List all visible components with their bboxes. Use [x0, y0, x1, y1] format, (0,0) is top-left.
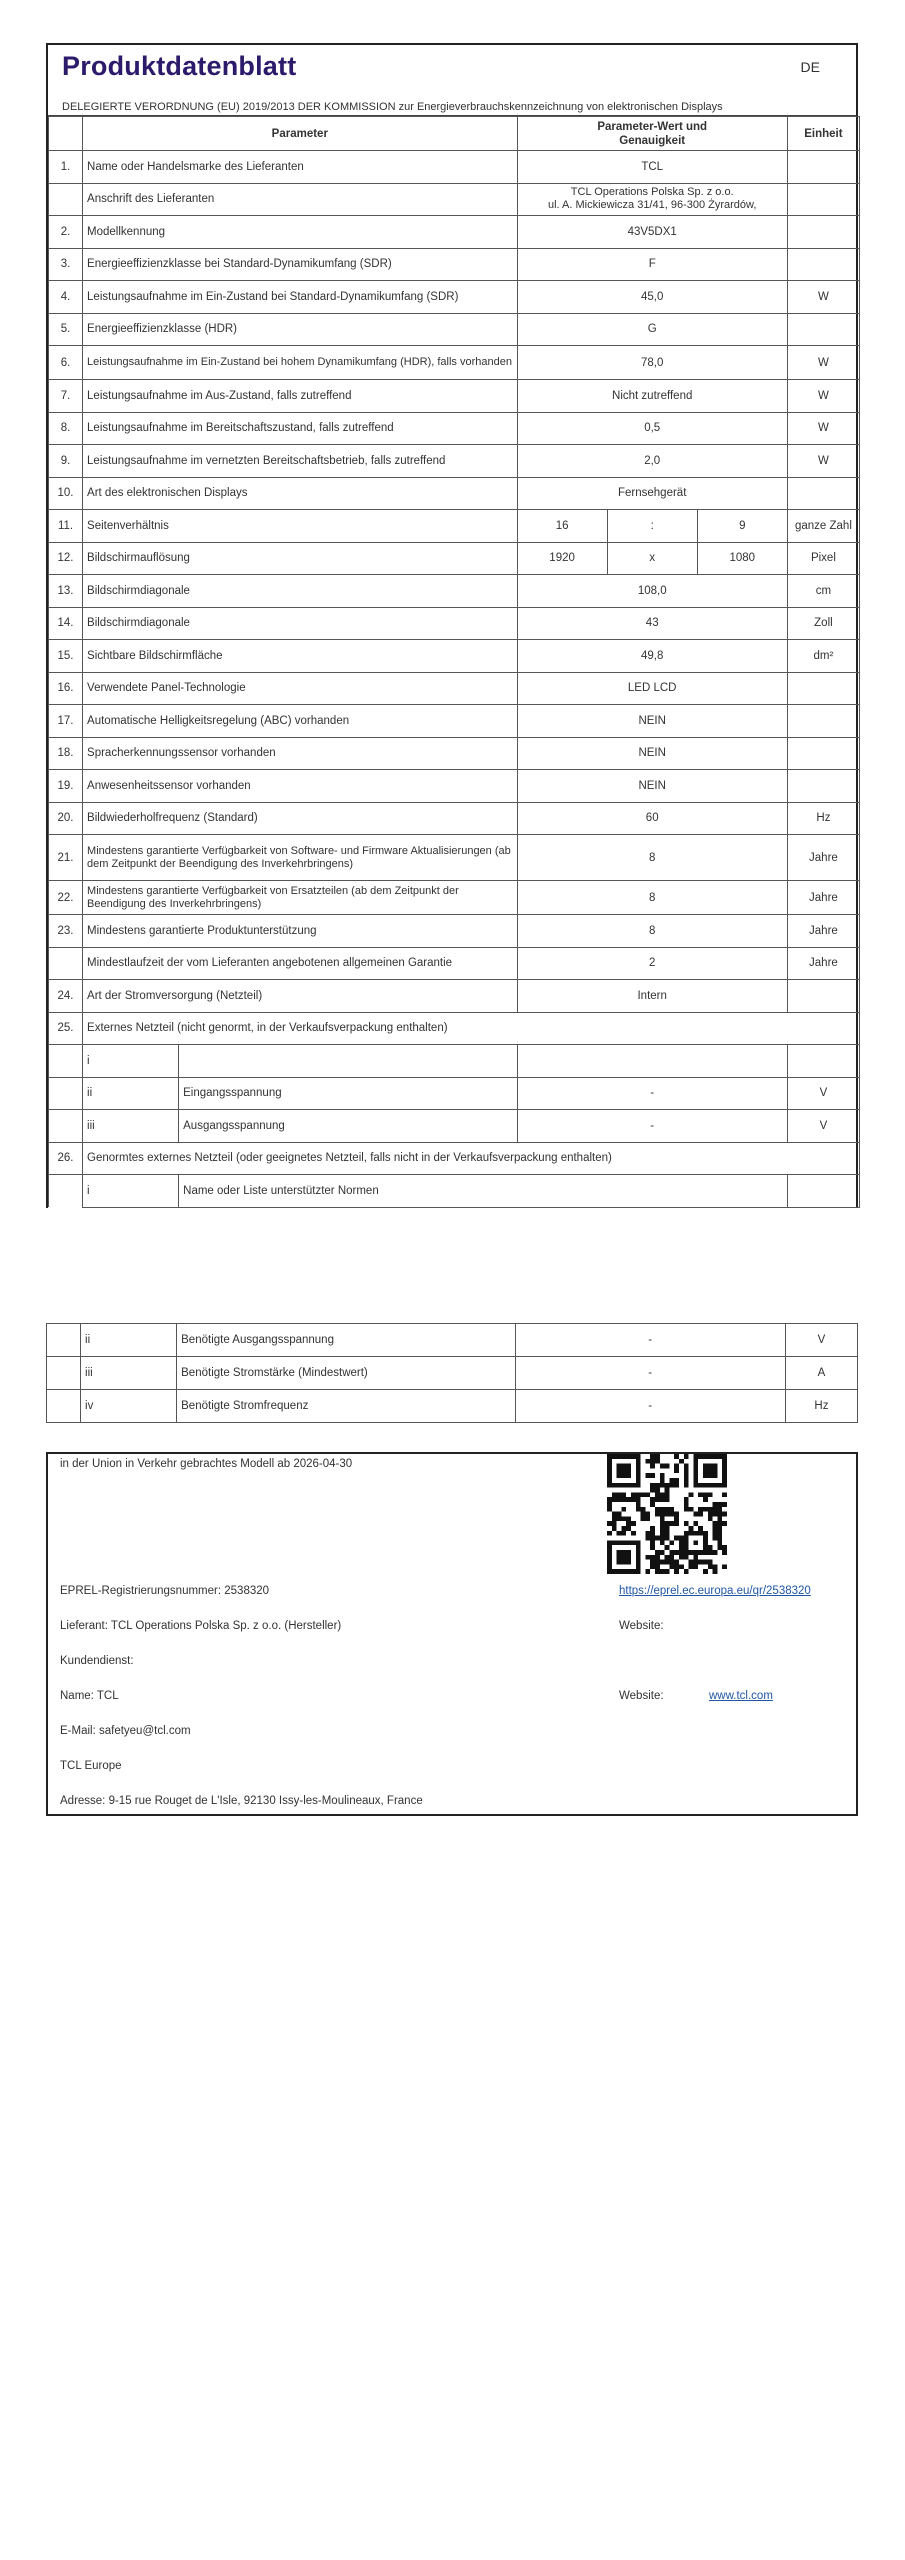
row-value-text: 43 — [645, 617, 659, 630]
row-unit: W — [787, 412, 859, 445]
row-unit: Jahre — [787, 947, 859, 980]
row-label: Mindestlaufzeit der vom Lieferanten angebotenen allgemeinen Garantie — [83, 947, 518, 980]
row-label: Mindestens garantierte Produktunterstützung — [83, 915, 518, 948]
sub-row-index: i — [83, 1045, 179, 1078]
row-value — [517, 980, 787, 1013]
row-number: 5. — [49, 313, 83, 346]
sub-row-value: - — [515, 1390, 785, 1423]
table-row — [49, 281, 860, 314]
row-value — [517, 281, 787, 314]
row-number: 21. — [49, 835, 83, 881]
row-label: Bildschirmdiagonale — [83, 607, 518, 640]
row-number: 3. — [49, 248, 83, 281]
row-unit — [787, 705, 859, 738]
row-value-text: 78,0 — [641, 356, 664, 369]
datasheet-header — [48, 45, 856, 116]
row-unit — [787, 313, 859, 346]
row-value-text: 49,8 — [641, 649, 664, 662]
row-value-text: TCL — [641, 160, 664, 173]
language-code: DE — [800, 59, 820, 75]
row-number: 4. — [49, 281, 83, 314]
row-unit — [787, 737, 859, 770]
sub-row-unit: A — [785, 1357, 857, 1390]
row-number: 9. — [49, 445, 83, 478]
row-value-text: 45,0 — [641, 290, 664, 303]
table-row — [49, 881, 860, 915]
row-number: 18. — [49, 737, 83, 770]
row-number — [49, 947, 83, 980]
eprel-link[interactable]: https://eprel.ec.europa.eu/qr/2538320 — [619, 1585, 811, 1597]
row-number: 10. — [49, 477, 83, 510]
table-row — [49, 380, 860, 413]
table-row — [49, 216, 860, 249]
row-unit — [787, 248, 859, 281]
sub-row-value: - — [517, 1077, 787, 1110]
sub-row — [47, 1357, 858, 1390]
row-unit: cm — [787, 575, 859, 608]
row-value-text: F — [648, 258, 656, 271]
table-row — [49, 835, 860, 881]
row-unit — [787, 980, 859, 1013]
table-row — [49, 915, 860, 948]
eprel-number: EPREL-Registrierungsnummer: 2538320 — [60, 1585, 270, 1597]
email: E-Mail: safetyeu@tcl.com — [60, 1725, 191, 1737]
sub-row-index: iii — [83, 1110, 179, 1143]
row-value-text: Nicht zutreffend — [612, 389, 693, 402]
sub-row-label: Eingangsspannung — [179, 1077, 517, 1110]
table-row — [49, 575, 860, 608]
row-unit — [787, 216, 859, 249]
row-value-text: 2 — [649, 957, 656, 970]
row-value — [517, 248, 787, 281]
column-header-unit: Einheit — [787, 117, 859, 151]
datasheet-frame — [46, 43, 858, 1208]
row-value — [517, 575, 787, 608]
row-value-text: 2,0 — [644, 454, 661, 467]
row-value-text: 8 — [649, 851, 656, 864]
table-row — [49, 947, 860, 980]
row-label: Sichtbare Bildschirmfläche — [83, 640, 518, 673]
row-unit: Zoll — [787, 607, 859, 640]
row-unit: Jahre — [787, 881, 859, 915]
psu2-rows — [47, 1324, 858, 1423]
row-value-text: 0,5 — [644, 422, 661, 435]
sub-row-unit: V — [787, 1110, 859, 1143]
row-unit — [787, 770, 859, 803]
row-unit: W — [787, 380, 859, 413]
row-unit — [787, 151, 859, 184]
row-value — [517, 705, 787, 738]
sub-row-value: - — [515, 1357, 785, 1390]
table-row-psu2-i: i Name oder Liste unterstützter Normen — [49, 1175, 860, 1208]
sub-row-unit: V — [787, 1077, 859, 1110]
sub-row-value: - — [517, 1110, 787, 1143]
row-label: Leistungsaufnahme im vernetzten Bereitschaftsbetrieb, falls zutreffend — [83, 445, 518, 478]
sub-row-label: Ausgangsspannung — [179, 1110, 517, 1143]
row-number: 24. — [49, 980, 83, 1013]
row-label: Name oder Handelsmarke des Lieferanten — [83, 151, 518, 184]
row-value — [517, 607, 787, 640]
row-label: Leistungsaufnahme im Ein-Zustand bei Standard-Dynamikumfang (SDR) — [83, 281, 518, 314]
table-header-row — [49, 117, 860, 151]
table-row — [49, 607, 860, 640]
row-number: 15. — [49, 640, 83, 673]
row-label: Leistungsaufnahme im Ein-Zustand bei hohem Dynamikumfang (HDR), falls vorhanden — [83, 346, 518, 380]
row-value — [517, 183, 787, 216]
row-label: Energieeffizienzklasse bei Standard-Dynamikumfang (SDR) — [83, 248, 518, 281]
row-number: 22. — [49, 881, 83, 915]
row-value-text: TCL Operations Polska Sp. z o.o. — [570, 186, 734, 199]
sub-row-unit: V — [785, 1324, 857, 1357]
table-row — [49, 445, 860, 478]
table-row — [49, 672, 860, 705]
row-number — [49, 183, 83, 216]
row-label: Mindestens garantierte Verfügbarkeit von Software- und Firmware Aktualisierungen (ab dem Zeitpunkt der Beendigung des Inverkehrbringens) — [83, 835, 518, 881]
row-value — [517, 835, 787, 881]
row-label: Art der Stromversorgung (Netzteil) — [83, 980, 518, 1013]
row-value — [517, 151, 787, 184]
row-value-text: Intern — [637, 989, 667, 1002]
row-value-text: Fernsehgerät — [618, 487, 687, 500]
row-value-text: LED LCD — [627, 682, 677, 695]
table-row — [49, 770, 860, 803]
row-value — [517, 640, 787, 673]
table-row-aspect: 11. Seitenverhältnis 16 : 9 ganze Zahl — [49, 510, 860, 543]
row-number: 14. — [49, 607, 83, 640]
row-unit — [787, 183, 859, 216]
row-value-text: 108,0 — [637, 584, 667, 597]
row-label: Anschrift des Lieferanten — [83, 183, 518, 216]
sub-row-index: iv — [81, 1390, 177, 1423]
row-label: Anwesenheitssensor vorhanden — [83, 770, 518, 803]
table-row — [49, 412, 860, 445]
row-value-text: G — [647, 323, 657, 336]
sub-row-unit: Hz — [785, 1390, 857, 1423]
row-value — [517, 346, 787, 380]
row-number: 1. — [49, 151, 83, 184]
table-row-resolution: 12. Bildschirmauflösung 1920 x 1080 Pixel — [49, 542, 860, 575]
table-row — [49, 248, 860, 281]
service-name: Name: TCL — [60, 1690, 119, 1702]
table-row — [49, 346, 860, 380]
row-unit — [787, 672, 859, 705]
row-number: 13. — [49, 575, 83, 608]
supplier: Lieferant: TCL Operations Polska Sp. z o.o. (Hersteller) — [60, 1620, 342, 1632]
sub-row-label: Benötigte Stromstärke (Mindestwert) — [177, 1357, 515, 1390]
row-label: Mindestens garantierte Verfügbarkeit von Ersatzteilen (ab dem Zeitpunkt der Beendigung des Inverkehrbringens) — [83, 881, 518, 915]
row-value — [517, 737, 787, 770]
table-row — [49, 980, 860, 1013]
sub-row-value: - — [515, 1324, 785, 1357]
row-value — [517, 313, 787, 346]
website-label-1: Website: — [619, 1620, 664, 1632]
row-unit: Hz — [787, 802, 859, 835]
row-number: 7. — [49, 380, 83, 413]
row-number: 16. — [49, 672, 83, 705]
row-value — [517, 802, 787, 835]
row-number: 17. — [49, 705, 83, 738]
row-label: Energieeffizienzklasse (HDR) — [83, 313, 518, 346]
sub-row — [49, 1110, 860, 1143]
row-number: 20. — [49, 802, 83, 835]
row-unit: W — [787, 281, 859, 314]
row-label: Verwendete Panel-Technologie — [83, 672, 518, 705]
continuation-table — [46, 1323, 858, 1423]
rows-group-1 — [49, 151, 860, 510]
sub-row-value — [517, 1045, 787, 1078]
sub-row-unit — [787, 1045, 859, 1078]
psu-rows — [49, 1045, 860, 1143]
sub-row-label: Benötigte Stromfrequenz — [177, 1390, 515, 1423]
row-value-text-2: ul. A. Mickiewicza 31/41, 96-300 Żyrardów, — [547, 199, 757, 212]
table-row — [49, 705, 860, 738]
row-value — [517, 380, 787, 413]
sub-row-index: ii — [81, 1324, 177, 1357]
table-row-psu2: 26. Genormtes externes Netzteil (oder geeignetes Netzteil, falls nicht in der Verkaufsverpackung enthalten) — [49, 1142, 860, 1175]
row-value-text: 8 — [649, 891, 656, 904]
datasheet-continuation — [46, 1323, 858, 1423]
organisation: TCL Europe — [60, 1760, 122, 1772]
column-header-parameter: Parameter — [83, 117, 518, 151]
sub-row-index: ii — [83, 1077, 179, 1110]
row-label: Bildwiederholfrequenz (Standard) — [83, 802, 518, 835]
datasheet — [46, 43, 858, 1208]
sub-row — [49, 1045, 860, 1078]
row-number: 6. — [49, 346, 83, 380]
page-title: Produktdatenblatt — [62, 51, 297, 81]
row-number: 2. — [49, 216, 83, 249]
row-value-text: NEIN — [638, 714, 666, 727]
website-link[interactable]: www.tcl.com — [709, 1690, 773, 1702]
row-value-text: NEIN — [638, 779, 666, 792]
row-value — [517, 770, 787, 803]
table-row — [49, 313, 860, 346]
row-label: Leistungsaufnahme im Bereitschaftszustand, falls zutreffend — [83, 412, 518, 445]
table-row — [49, 640, 860, 673]
sub-row-index: iii — [81, 1357, 177, 1390]
sub-row-label: Benötigte Ausgangsspannung — [177, 1324, 515, 1357]
row-label: Modellkennung — [83, 216, 518, 249]
table-row — [49, 477, 860, 510]
row-value — [517, 216, 787, 249]
row-unit: W — [787, 445, 859, 478]
row-value-text: 43V5DX1 — [627, 225, 677, 238]
table-row-psu: 25. Externes Netzteil (nicht genormt, in der Verkaufsverpackung enthalten) — [49, 1012, 860, 1045]
row-number: 23. — [49, 915, 83, 948]
row-number: 8. — [49, 412, 83, 445]
row-label: Art des elektronischen Displays — [83, 477, 518, 510]
row-value — [517, 672, 787, 705]
row-unit: dm² — [787, 640, 859, 673]
qr-code — [607, 1454, 727, 1574]
regulation-text: DELEGIERTE VERORDNUNG (EU) 2019/2013 DER KOMMISSION zur Energieverbrauchskennzeichnung von elektronischen Displays — [62, 101, 723, 113]
table-row — [49, 737, 860, 770]
table-row — [49, 802, 860, 835]
row-label: Bildschirmdiagonale — [83, 575, 518, 608]
row-value — [517, 947, 787, 980]
row-number: 19. — [49, 770, 83, 803]
address: Adresse: 9-15 rue Rouget de L'Isle, 92130 Issy-les-Moulineaux, France — [60, 1795, 423, 1807]
row-value-text: 8 — [649, 924, 656, 937]
row-value — [517, 412, 787, 445]
row-unit: Jahre — [787, 915, 859, 948]
model-date: in der Union in Verkehr gebrachtes Modell ab 2026-04-30 — [60, 1458, 353, 1470]
parameter-table — [48, 116, 860, 1208]
row-value-text: 60 — [645, 812, 659, 825]
row-unit: Jahre — [787, 835, 859, 881]
row-label: Leistungsaufnahme im Aus-Zustand, falls zutreffend — [83, 380, 518, 413]
customer-service: Kundendienst: — [60, 1655, 134, 1667]
sub-row-label — [179, 1045, 517, 1078]
supplier-info-box — [46, 1452, 858, 1816]
column-header-value: Parameter-Wert und Genauigkeit — [517, 117, 787, 151]
row-unit: W — [787, 346, 859, 380]
row-unit — [787, 477, 859, 510]
row-label: Spracherkennungssensor vorhanden — [83, 737, 518, 770]
row-value — [517, 881, 787, 915]
sub-row — [47, 1324, 858, 1357]
sub-row — [47, 1390, 858, 1423]
row-value — [517, 915, 787, 948]
table-row — [49, 183, 860, 216]
row-label: Automatische Helligkeitsregelung (ABC) vorhanden — [83, 705, 518, 738]
row-value — [517, 477, 787, 510]
table-row — [49, 151, 860, 184]
row-value-text: NEIN — [638, 747, 666, 760]
sub-row — [49, 1077, 860, 1110]
website-label-2: Website: — [619, 1690, 664, 1702]
rows-group-2 — [49, 575, 860, 1013]
row-value — [517, 445, 787, 478]
